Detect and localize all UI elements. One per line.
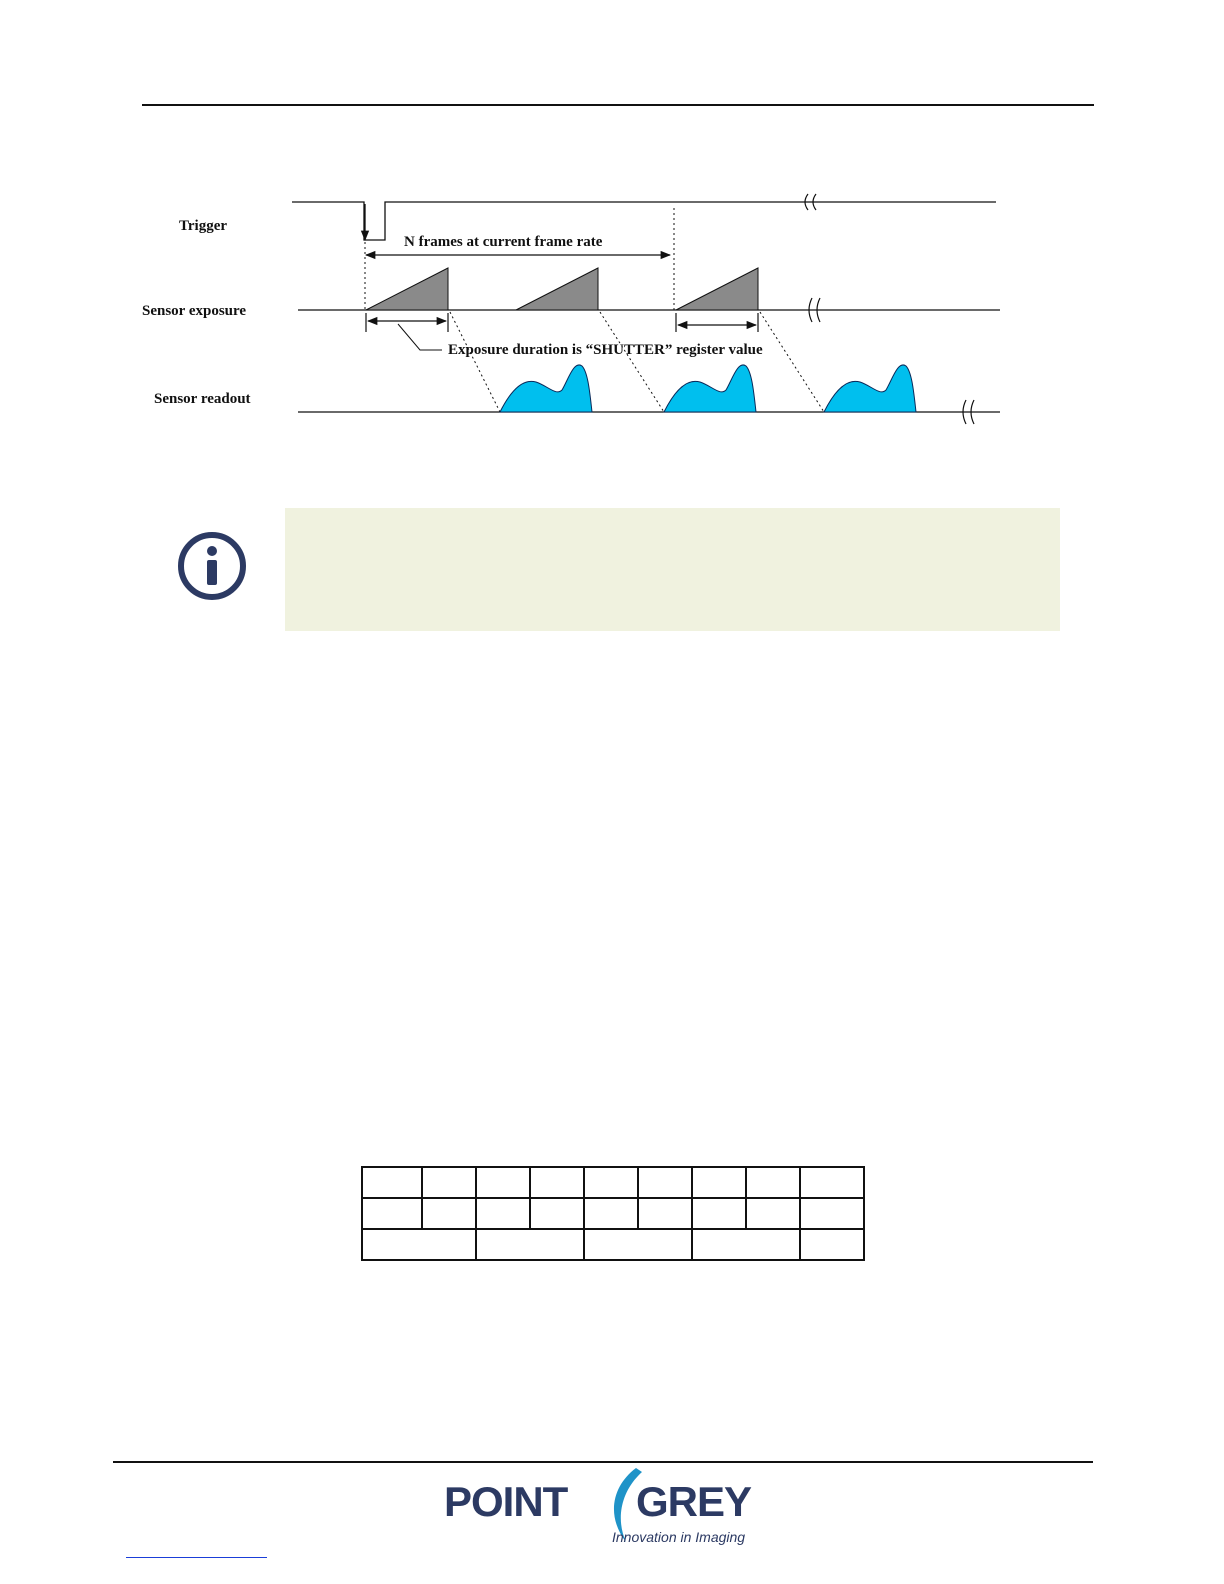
sensor-exposure-label: Sensor exposure bbox=[142, 303, 247, 319]
transfer-line-1 bbox=[450, 312, 500, 412]
transfer-line-3 bbox=[760, 312, 824, 412]
svg-text:POINT: POINT bbox=[444, 1478, 568, 1525]
trigger-label: Trigger bbox=[179, 218, 228, 234]
exposure-duration-label: Exposure duration is “SHUTTER” register value bbox=[448, 342, 763, 358]
info-note-box bbox=[285, 508, 1060, 631]
readout-burst-2 bbox=[664, 365, 756, 412]
footer-link-underline[interactable] bbox=[126, 1557, 267, 1558]
exposure-ramp-2 bbox=[516, 268, 598, 310]
readout-burst-3 bbox=[824, 365, 916, 412]
pointgrey-logo bbox=[440, 1462, 770, 1550]
readout-burst-1 bbox=[500, 365, 592, 412]
header-rule bbox=[142, 104, 1094, 106]
table-row bbox=[362, 1198, 864, 1229]
table-row bbox=[362, 1167, 864, 1198]
trigger-waveform bbox=[292, 202, 996, 240]
svg-text:Innovation in Imaging: Innovation in Imaging bbox=[612, 1529, 746, 1545]
duration-leader bbox=[398, 324, 442, 350]
transfer-line-2 bbox=[600, 312, 664, 412]
svg-text:GREY: GREY bbox=[636, 1478, 752, 1525]
register-table bbox=[361, 1166, 865, 1261]
exposure-ramp-3 bbox=[676, 268, 758, 310]
info-icon bbox=[176, 530, 248, 602]
exposure-ramp-1 bbox=[366, 268, 448, 310]
n-frames-label: N frames at current frame rate bbox=[404, 234, 603, 250]
timing-diagram bbox=[130, 180, 1010, 450]
sensor-readout-label: Sensor readout bbox=[154, 391, 251, 407]
table-row bbox=[362, 1229, 864, 1260]
